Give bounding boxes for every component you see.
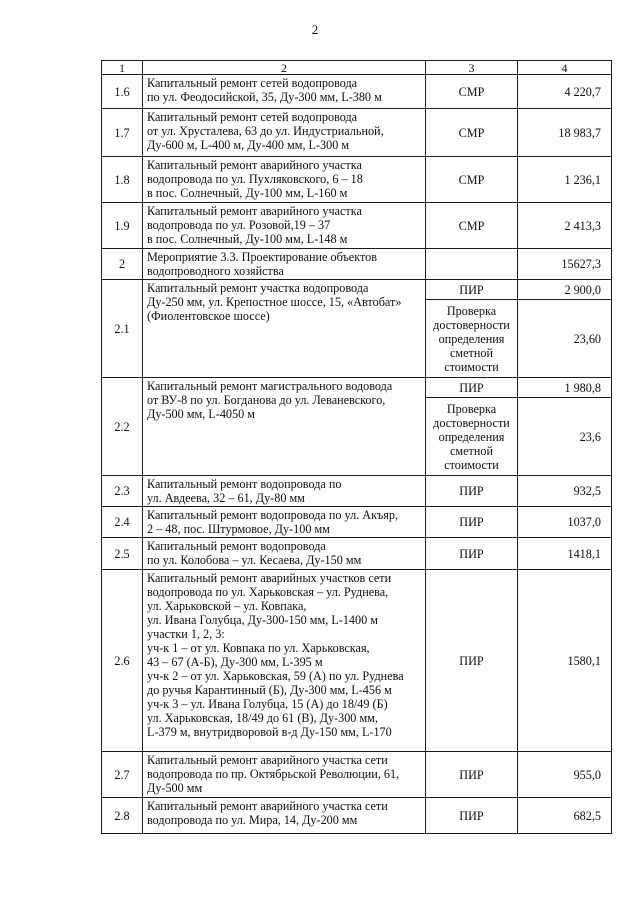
row-number: 2 bbox=[102, 249, 143, 280]
table-row bbox=[102, 570, 612, 752]
cell-line: стоимости bbox=[444, 359, 499, 374]
cell-line: участки 1, 2, 3: bbox=[147, 627, 225, 641]
row-number: 2.6 bbox=[102, 570, 143, 752]
cell-line: Капитальный ремонт водопровода по bbox=[147, 477, 342, 491]
cell-line: 2 – 48, пос. Штурмовое, Ду-100 мм bbox=[147, 522, 330, 536]
work-type: ПИР bbox=[426, 476, 518, 507]
cell-line: ул. Харьковская, 18/49 до 61 (В), Ду-300 мм, bbox=[147, 711, 378, 725]
work-description bbox=[143, 157, 426, 203]
works-table-body bbox=[102, 61, 612, 834]
work-description bbox=[143, 476, 426, 507]
work-type: ПИР bbox=[426, 798, 518, 834]
works-table bbox=[101, 60, 612, 834]
table-row bbox=[102, 75, 612, 109]
cell-line: Проверка bbox=[446, 401, 497, 416]
cell-line: Капитальный ремонт сетей водопровода bbox=[147, 110, 358, 124]
row-number: 2.7 bbox=[102, 752, 143, 798]
work-type bbox=[426, 300, 518, 378]
work-type bbox=[426, 398, 518, 476]
cell-line: ПИР bbox=[459, 380, 484, 395]
cell-line: в пос. Солнечный, Ду-100 мм, L-148 м bbox=[147, 232, 348, 246]
table-row bbox=[102, 280, 612, 300]
cost-value: 1 980,8 bbox=[518, 378, 612, 398]
table-row bbox=[102, 157, 612, 203]
work-description bbox=[143, 109, 426, 157]
cell-line: Ду-250 мм, ул. Крепостное шоссе, 15, «Автобат» bbox=[147, 295, 402, 309]
work-type: ПИР bbox=[426, 570, 518, 752]
table-row bbox=[102, 476, 612, 507]
cell-line: Ду-500 мм, L-4050 м bbox=[147, 407, 255, 421]
cell-line: определения bbox=[438, 429, 505, 444]
cell-line: водопровода по ул. Пухляковского, 6 – 18 bbox=[147, 172, 363, 186]
header-cell: 2 bbox=[143, 61, 426, 75]
cell-line: по ул. Колобова – ул. Кесаева, Ду-150 мм bbox=[147, 553, 362, 567]
work-type bbox=[426, 280, 518, 300]
work-type: ПИР bbox=[426, 752, 518, 798]
cost-value: 23,60 bbox=[518, 300, 612, 378]
cell-line: уч-к 2 – от ул. Харьковская, 59 (А) по ул. Руднева bbox=[147, 669, 404, 683]
header-cell: 4 bbox=[518, 61, 612, 75]
cell-line: 43 – 67 (А-Б), Ду-300 мм, L-395 м bbox=[147, 655, 323, 669]
table-row bbox=[102, 538, 612, 570]
row-number: 1.6 bbox=[102, 75, 143, 109]
header-cell: 1 bbox=[102, 61, 143, 75]
cell-line: в пос. Солнечный, Ду-100 мм, L-160 м bbox=[147, 186, 348, 200]
row-number: 2.4 bbox=[102, 507, 143, 538]
cell-line: ПИР bbox=[459, 282, 484, 297]
table-row bbox=[102, 378, 612, 398]
cell-line: сметной bbox=[450, 345, 493, 360]
cell-line: Ду-500 мм bbox=[147, 781, 203, 795]
cell-line: достоверности bbox=[433, 415, 510, 430]
row-number: 2.2 bbox=[102, 378, 143, 476]
cell-line: до ручья Карантинный (Б), Ду-300 мм, L-456 м bbox=[147, 683, 392, 697]
cell-line: Капитальный ремонт аварийных участков сети bbox=[147, 571, 392, 585]
row-number: 2.3 bbox=[102, 476, 143, 507]
cell-line: Проверка bbox=[446, 303, 497, 318]
cell-line: от ул. Хрусталева, 63 до ул. Индустриальной, bbox=[147, 124, 384, 138]
cell-line: Капитальный ремонт участка водопровода bbox=[147, 281, 369, 295]
cost-value: 932,5 bbox=[518, 476, 612, 507]
work-description bbox=[143, 203, 426, 249]
cell-line: определения bbox=[438, 331, 505, 346]
cell-line: от ВУ-8 по ул. Богданова до ул. Леваневского, bbox=[147, 393, 386, 407]
cell-line: Капитальный ремонт аварийного участка сети bbox=[147, 799, 388, 813]
cell-line: достоверности bbox=[433, 317, 510, 332]
work-type: ПИР bbox=[426, 538, 518, 570]
work-description bbox=[143, 75, 426, 109]
cell-line: Ду-600 м, L-400 м, Ду-400 мм, L-300 м bbox=[147, 138, 350, 152]
cell-line: L-379 м, внутридворовой в-д Ду-150 мм, L-170 bbox=[147, 725, 392, 739]
cell-line: Капитальный ремонт аварийного участка bbox=[147, 204, 362, 218]
row-number: 2.1 bbox=[102, 280, 143, 378]
work-description bbox=[143, 280, 426, 378]
table-row bbox=[102, 798, 612, 834]
work-type: СМР bbox=[426, 109, 518, 157]
table-row bbox=[102, 109, 612, 157]
cell-line: водопровода по ул. Харьковская – ул. Руднева, bbox=[147, 585, 389, 599]
row-number: 1.9 bbox=[102, 203, 143, 249]
cell-line: (Фиолентовское шоссе) bbox=[147, 309, 270, 323]
cell-line: Мероприятие 3.3. Проектирование объектов bbox=[147, 250, 377, 264]
cost-value: 1037,0 bbox=[518, 507, 612, 538]
cost-value: 682,5 bbox=[518, 798, 612, 834]
work-description bbox=[143, 798, 426, 834]
cell-line: Капитальный ремонт водопровода bbox=[147, 539, 326, 553]
work-type bbox=[426, 249, 518, 280]
cost-value: 1418,1 bbox=[518, 538, 612, 570]
cell-line: водопровода по пр. Октябрьской Революции, 61, bbox=[147, 767, 400, 781]
cell-line: водопровода по ул. Розовой,19 – 37 bbox=[147, 218, 331, 232]
cost-value: 15627,3 bbox=[518, 249, 612, 280]
cell-line: Капитальный ремонт сетей водопровода bbox=[147, 76, 358, 90]
work-description bbox=[143, 538, 426, 570]
cell-line: Капитальный ремонт аварийного участка bbox=[147, 158, 362, 172]
work-type: СМР bbox=[426, 203, 518, 249]
cell-line: Капитальный ремонт магистрального водовода bbox=[147, 379, 393, 393]
work-description bbox=[143, 752, 426, 798]
table-row bbox=[102, 507, 612, 538]
row-number: 1.7 bbox=[102, 109, 143, 157]
cell-line: стоимости bbox=[444, 457, 499, 472]
cell-line: ул. Ивана Голубца, Ду-300-150 мм, L-1400 м bbox=[147, 613, 378, 627]
cost-value: 23,6 bbox=[518, 398, 612, 476]
cell-line: уч-к 1 – от ул. Ковпака по ул. Харьковская, bbox=[147, 641, 370, 655]
cell-line: уч-к 3 – ул. Ивана Голубца, 15 (А) до 18/49 (Б) bbox=[147, 697, 388, 711]
work-description bbox=[143, 249, 426, 280]
cell-line: водопроводного хозяйства bbox=[147, 264, 284, 278]
cell-line: сметной bbox=[450, 443, 493, 458]
work-type: СМР bbox=[426, 75, 518, 109]
cell-line: водопровода по ул. Мира, 14, Ду-200 мм bbox=[147, 813, 358, 827]
cell-line: Капитальный ремонт аварийного участка сети bbox=[147, 753, 388, 767]
page-number: 2 bbox=[311, 22, 319, 37]
table-row bbox=[102, 249, 612, 280]
cost-value: 955,0 bbox=[518, 752, 612, 798]
cost-value: 18 983,7 bbox=[518, 109, 612, 157]
table-row bbox=[102, 203, 612, 249]
work-type: ПИР bbox=[426, 507, 518, 538]
cost-value: 2 900,0 bbox=[518, 280, 612, 300]
cell-line: по ул. Феодосийской, 35, Ду-300 мм, L-380 м bbox=[147, 90, 382, 104]
work-type bbox=[426, 378, 518, 398]
cell-line: Капитальный ремонт водопровода по ул. Акъяр, bbox=[147, 508, 399, 522]
cost-value: 4 220,7 bbox=[518, 75, 612, 109]
row-number: 1.8 bbox=[102, 157, 143, 203]
cost-value: 1580,1 bbox=[518, 570, 612, 752]
work-description bbox=[143, 570, 426, 752]
row-number: 2.5 bbox=[102, 538, 143, 570]
table-row bbox=[102, 752, 612, 798]
cost-value: 1 236,1 bbox=[518, 157, 612, 203]
cell-line: ул. Харьковской – ул. Ковпака, bbox=[147, 599, 307, 613]
work-description bbox=[143, 378, 426, 476]
work-type: СМР bbox=[426, 157, 518, 203]
header-cell: 3 bbox=[426, 61, 518, 75]
cost-value: 2 413,3 bbox=[518, 203, 612, 249]
header-row bbox=[102, 61, 612, 75]
cell-line: ул. Авдеева, 32 – 61, Ду-80 мм bbox=[147, 491, 305, 505]
work-description bbox=[143, 507, 426, 538]
row-number: 2.8 bbox=[102, 798, 143, 834]
